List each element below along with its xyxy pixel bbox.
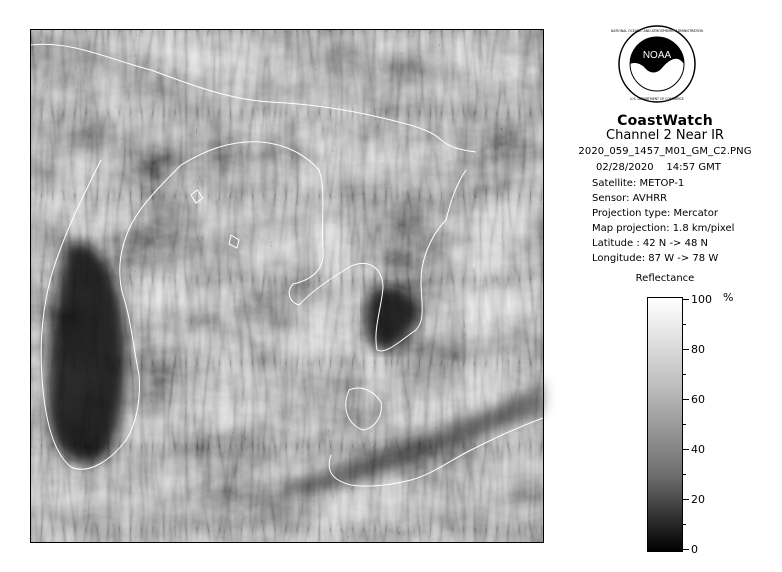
logo-text: NOAA (642, 50, 672, 61)
colorbar-tick-label: 0 (691, 543, 698, 556)
colorbar-tick (682, 549, 689, 550)
logo-ring-text: NATIONAL OCEANIC AND ATMOSPHERIC ADMINISTRATION (611, 29, 703, 33)
logo-ring-bottom: U.S. DEPARTMENT OF COMMERCE (630, 97, 684, 101)
date-time-row (596, 162, 721, 173)
info-panel (560, 20, 770, 560)
longitude-info: Longitude: 87 W -> 78 W (592, 253, 719, 264)
colorbar-tick-label: 60 (691, 393, 705, 406)
colorbar-tick (682, 449, 689, 450)
colorbar-title: Reflectance (635, 273, 695, 284)
colorbar-minor-tick (682, 524, 686, 525)
colorbar-tick-label: 80 (691, 343, 705, 356)
file-name: 2020_059_1457_M01_GM_C2.PNG (578, 146, 752, 157)
satellite-image (30, 29, 544, 543)
map-projection-info: Map projection: 1.8 km/pixel (592, 223, 735, 234)
colorbar-tick-label: 40 (691, 443, 705, 456)
time-value: 14:57 GMT (666, 162, 721, 173)
colorbar-tick-label: 20 (691, 493, 705, 506)
colorbar-tick (682, 349, 689, 350)
colorbar-minor-tick (682, 324, 686, 325)
date-value: 02/28/2020 (596, 162, 654, 173)
colorbar-tick (682, 299, 689, 300)
colorbar-minor-tick (682, 474, 686, 475)
colorbar-minor-tick (682, 374, 686, 375)
reflectance-colorbar (647, 297, 683, 552)
colorbar-minor-tick (682, 424, 686, 425)
satellite-info: Satellite: METOP-1 (592, 178, 685, 189)
projection-info: Projection type: Mercator (592, 208, 718, 219)
brand-title: CoastWatch (617, 113, 713, 129)
channel-name: Channel 2 Near IR (606, 128, 724, 143)
colorbar-tick (682, 499, 689, 500)
latitude-info: Latitude : 42 N -> 48 N (592, 238, 708, 249)
colorbar-tick (682, 399, 689, 400)
colorbar-unit: % (723, 291, 734, 304)
noaa-logo (611, 24, 703, 104)
colorbar-tick-label: 100 (691, 293, 712, 306)
sensor-info: Sensor: AVHRR (592, 193, 668, 204)
